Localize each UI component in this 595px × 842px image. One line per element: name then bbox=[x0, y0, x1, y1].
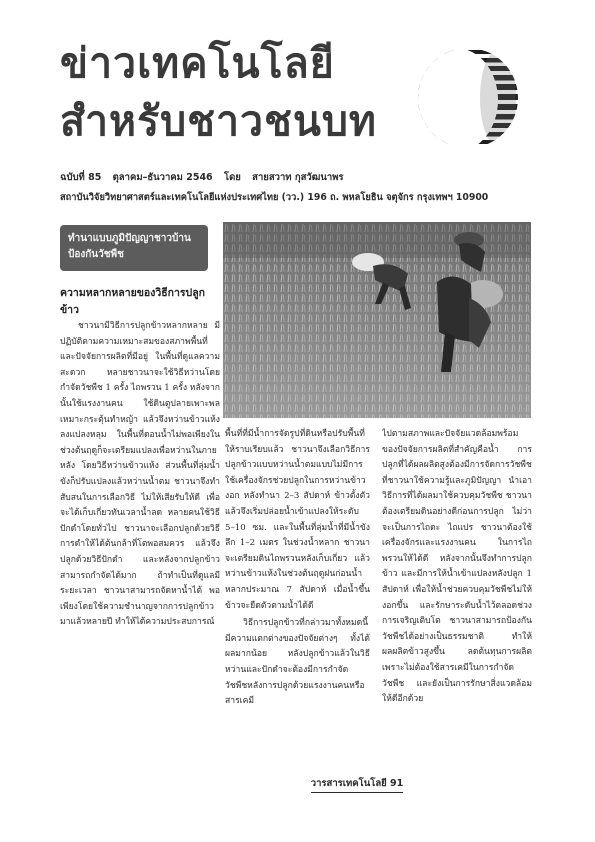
page-footer bbox=[272, 776, 442, 793]
article-column-3 bbox=[382, 427, 532, 759]
section-banner: ทำนาแบบภูมิปัญญาชาวบ้าน ป้องกันวัชพืช bbox=[60, 225, 208, 271]
issue-by: โดย bbox=[223, 172, 241, 183]
issue-number: ฉบับที่ 85 bbox=[60, 172, 102, 183]
paragraph: ชาวนามีวิธีการปลูกข้าวหลากหลาย มีปฏิบัติตามความเหมาะสมของสภาพพื้นที่และปัจจัยการผลิตที่มีอยู่ ในพื้นที่ดูแลความสะดวก หลายชาวนาจะใช้วิธีหว่านโดยกำจัดวัชพืช 1 ครั้ง ไถพรวน 1 ครั้ง หลังจากนั้นใช้แรงงานคน ใช้ดินตูปลายเพาะพลเหมาะกระตุ้นทำหญ้า แล้วจึงหว่านข้าวแห้งลงแปลงหลุม ในพื้นที่ดอนน้ำไม่พอเพียงในช่วงต้นฤดูก็จะเตรียมแปลงเพื่อหว่านในภายหลัง โดยวิธีหว่านข้าวแห้ง ส่วนพื้นที่ลุ่มน้ำขังก็ปรับแปลงแล้วหว่านน้ำตม ชาวนาจึงทำสับสนในการเลือกวิธี ไม่ให้เสียรับให้ดี เพื่อจะได้เก็บเกี่ยวทันเวลาน้ำลด หลายคนใช้วิธีปักดำโดยทั่วไป ชาวนาจะเลือกปลูกด้วยวิธีการดำให้ได้ต้นกล้าที่โตพอสมควร แล้วจึงปลูกด้วยวิธีปักดำ และหลังจากปลูกข้าว สามารถกำจัดได้มาก ถ้าทำเป็นที่ดูแลมีระยะเวลา ชาวนาสามารถจัดหาน้ำได้ พอเพียงโดยใช้ความชำนาญจากการปลูกข้าวมาแล้วหลายปี ทำให้ได้ความประสบการณ์ bbox=[60, 321, 220, 628]
issue-author: สายสวาท กุสวัฒนาพร bbox=[252, 172, 344, 183]
article-column-1 bbox=[60, 319, 220, 759]
masthead-title-line1: ข่าวเทคโนโลยี bbox=[60, 39, 335, 87]
issue-period: ตุลาคม–ธันวาคม 2546 bbox=[112, 172, 213, 183]
paragraph: วิธีการปลูกข้าวที่กล่าวมาทั้งหมดนี้มีความแตกต่างของปัจจัยต่างๆ ทั้งได้ผลมากน้อย หลังปลูกข้าวแล้วในวิธีหว่านและปักดำจะต้องมีการกำจัดวัชพืชหลังการปลูกด้วยแรงงานคนหรือสารเคมี bbox=[225, 618, 370, 707]
rice-field-photo bbox=[223, 222, 531, 418]
paragraph: ไปตามสภาพและปัจจัยแวดล้อมพร้อมของปัจจัยการผลิตที่สำคัญคือน้ำ การปลูกที่ได้ผลผลิตสูงต้องมีการจัดการวัชพืชที่ชาวนาใช้ความรู้และภูมิปัญญา นำเอาวิธีการที่ได้ผลมาใช้ควบคุมวัชพืช ชาวนาต้องเตรียมดินอย่างดีก่อนการปลูก ไม่ว่าจะเป็นการไถดะ ไถแปร ชาวนาต้องใช้เครื่องจักรและแรงงานคน ในการไถพรวนให้ได้ดี หลังจากนั้นจึงทำการปลูกข้าว และมีการให้น้ำเข้าแปลงหลังปลูก 1 สัปดาห์ เพื่อให้น้ำช่วยควบคุมวัชพืชไม่ให้งอกขึ้น และรักษาระดับน้ำไว้ตลอดช่วงการเจริญเติบโต ชาวนาสามารถป้องกันวัชพืชได้อย่างเป็นธรรมชาติ ทำให้ผลผลิตข้าวสูงขึ้น ลดต้นทุนการผลิต เพราะไม่ต้องใช้สารเคมีในการกำจัดวัชพืช และยังเป็นการรักษาสิ่งแวดล้อมให้ดีอีกด้วย bbox=[382, 429, 532, 705]
issue-line bbox=[60, 170, 560, 185]
paragraph: พื้นที่ที่มีน้ำการจัดรูปที่ดินหรือปรับพื้นที่ให้ราบเรียบแล้ว ชาวนาจึงเลือกวิธีการปลูกข้าวแบบหว่านน้ำตมแบบไม่มีการใช้เครื่องจักรช่วยปลูกในการหว่านข้าวงอก หลังทำนา 2–3 สัปดาห์ ข้าวตั้งตัวแล้วจึงเริ่มปล่อยน้ำเข้าแปลงให้ระดับ 5–10 ซม. และในพื้นที่ลุ่มน้ำที่มีน้ำขังลึก 1–2 เมตร ในช่วงน้ำหลาก ชาวนาจะเตรียมดินไถพรวนหลังเก็บเกี่ยว แล้วหว่านข้าวแห้งในช่วงต้นฤดูฝนก่อนน้ำหลากประมาณ 7 สัปดาห์ เมื่อน้ำขึ้นข้าวจะยืดตัวตามน้ำได้ดี bbox=[225, 429, 370, 611]
publisher-address: สถาบันวิจัยวิทยาศาสตร์และเทคโนโลยีแห่งประเทศไทย (วว.) 196 ถ. พหลโยธิน จตุจักร กรุงเทพฯ 10900 bbox=[60, 192, 489, 203]
masthead-title-line2: สำหรับชาวชนบท bbox=[60, 97, 377, 145]
article-headline: ความหลากหลายของวิธีการปลูกข้าว bbox=[60, 287, 206, 316]
striped-globe-logo bbox=[412, 44, 524, 152]
footer-text: วารสารเทคโนโลยี 91 bbox=[311, 776, 404, 793]
article-column-2 bbox=[225, 427, 370, 759]
